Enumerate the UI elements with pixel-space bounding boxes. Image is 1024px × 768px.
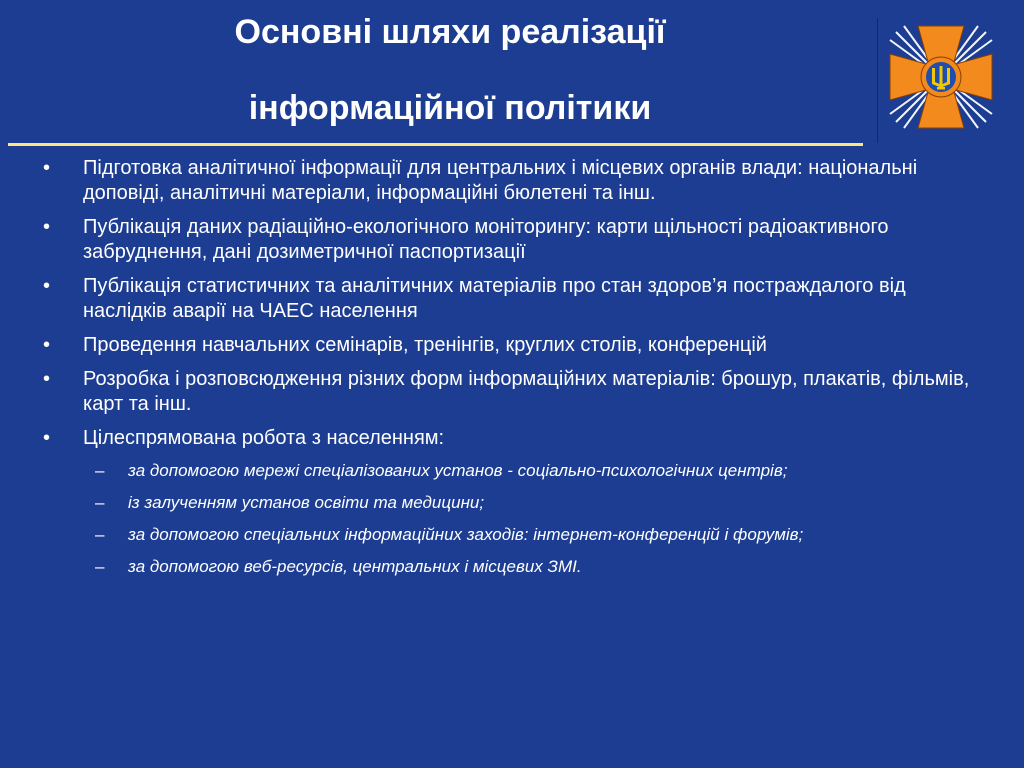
bullet-text: Публікація даних радіаційно-екологічного моніторингу: карти щільності радіоактивного забруднення, дані дозиметричної паспортизації xyxy=(83,216,889,263)
bullet-text: Розробка і розповсюдження різних форм інформаційних матеріалів: брошур, плакатів, фільмів, карт та інш. xyxy=(83,368,970,415)
sub-item-text: за допомогою мережі спеціалізованих установ - соціально-психологічних центрів; xyxy=(128,461,788,480)
sub-item-text: із залученням установ освіти та медицини; xyxy=(128,493,485,512)
bullet-mark: • xyxy=(43,334,51,356)
header-divider xyxy=(877,18,878,143)
bullet-mark: • xyxy=(43,427,51,449)
bullet-mark: • xyxy=(43,368,51,390)
content-list xyxy=(0,156,1024,588)
bullet-mark: • xyxy=(43,275,51,297)
bullet-item xyxy=(0,367,1024,417)
bullet-item xyxy=(0,215,1024,265)
sub-item xyxy=(0,492,1024,514)
bullet-mark: • xyxy=(43,216,51,238)
bullet-text: Підготовка аналітичної інформації для центральних і місцевих органів влади: національні доповіді, аналітичні матеріали, інформаційні бюлетені та інш. xyxy=(83,157,918,204)
emergency-service-emblem-icon xyxy=(882,18,1000,136)
bullet-text: Публікація статистичних та аналітичних матеріалів про стан здоров’я постраждалого від наслідків аварії на ЧАЕС населення xyxy=(83,275,906,322)
sub-item-text: за допомогою веб-ресурсів, центральних і місцевих ЗМІ. xyxy=(128,557,582,576)
sub-item-mark: – xyxy=(95,557,105,576)
sub-item-mark: – xyxy=(95,461,105,480)
sub-item-mark: – xyxy=(95,525,105,544)
slide-title xyxy=(100,6,800,134)
title-line-1: Основні шляхи реалізації xyxy=(234,13,666,51)
sub-item xyxy=(0,556,1024,578)
title-underline xyxy=(8,143,863,146)
sub-item-text: за допомогою спеціальних інформаційних заходів: інтернет-конференцій і форумів; xyxy=(128,525,804,544)
sub-item xyxy=(0,524,1024,546)
bullet-text: Проведення навчальних семінарів, тренінгів, круглих столів, конференцій xyxy=(83,334,767,356)
bullet-item xyxy=(0,426,1024,451)
bullet-mark: • xyxy=(43,157,51,179)
bullet-item xyxy=(0,274,1024,324)
title-line-2: інформаційної політики xyxy=(248,89,652,127)
bullet-item xyxy=(0,156,1024,206)
sub-item xyxy=(0,460,1024,482)
bullet-item xyxy=(0,333,1024,358)
bullet-text: Цілеспрямована робота з населенням: xyxy=(83,427,445,449)
sub-item-mark: – xyxy=(95,493,105,512)
